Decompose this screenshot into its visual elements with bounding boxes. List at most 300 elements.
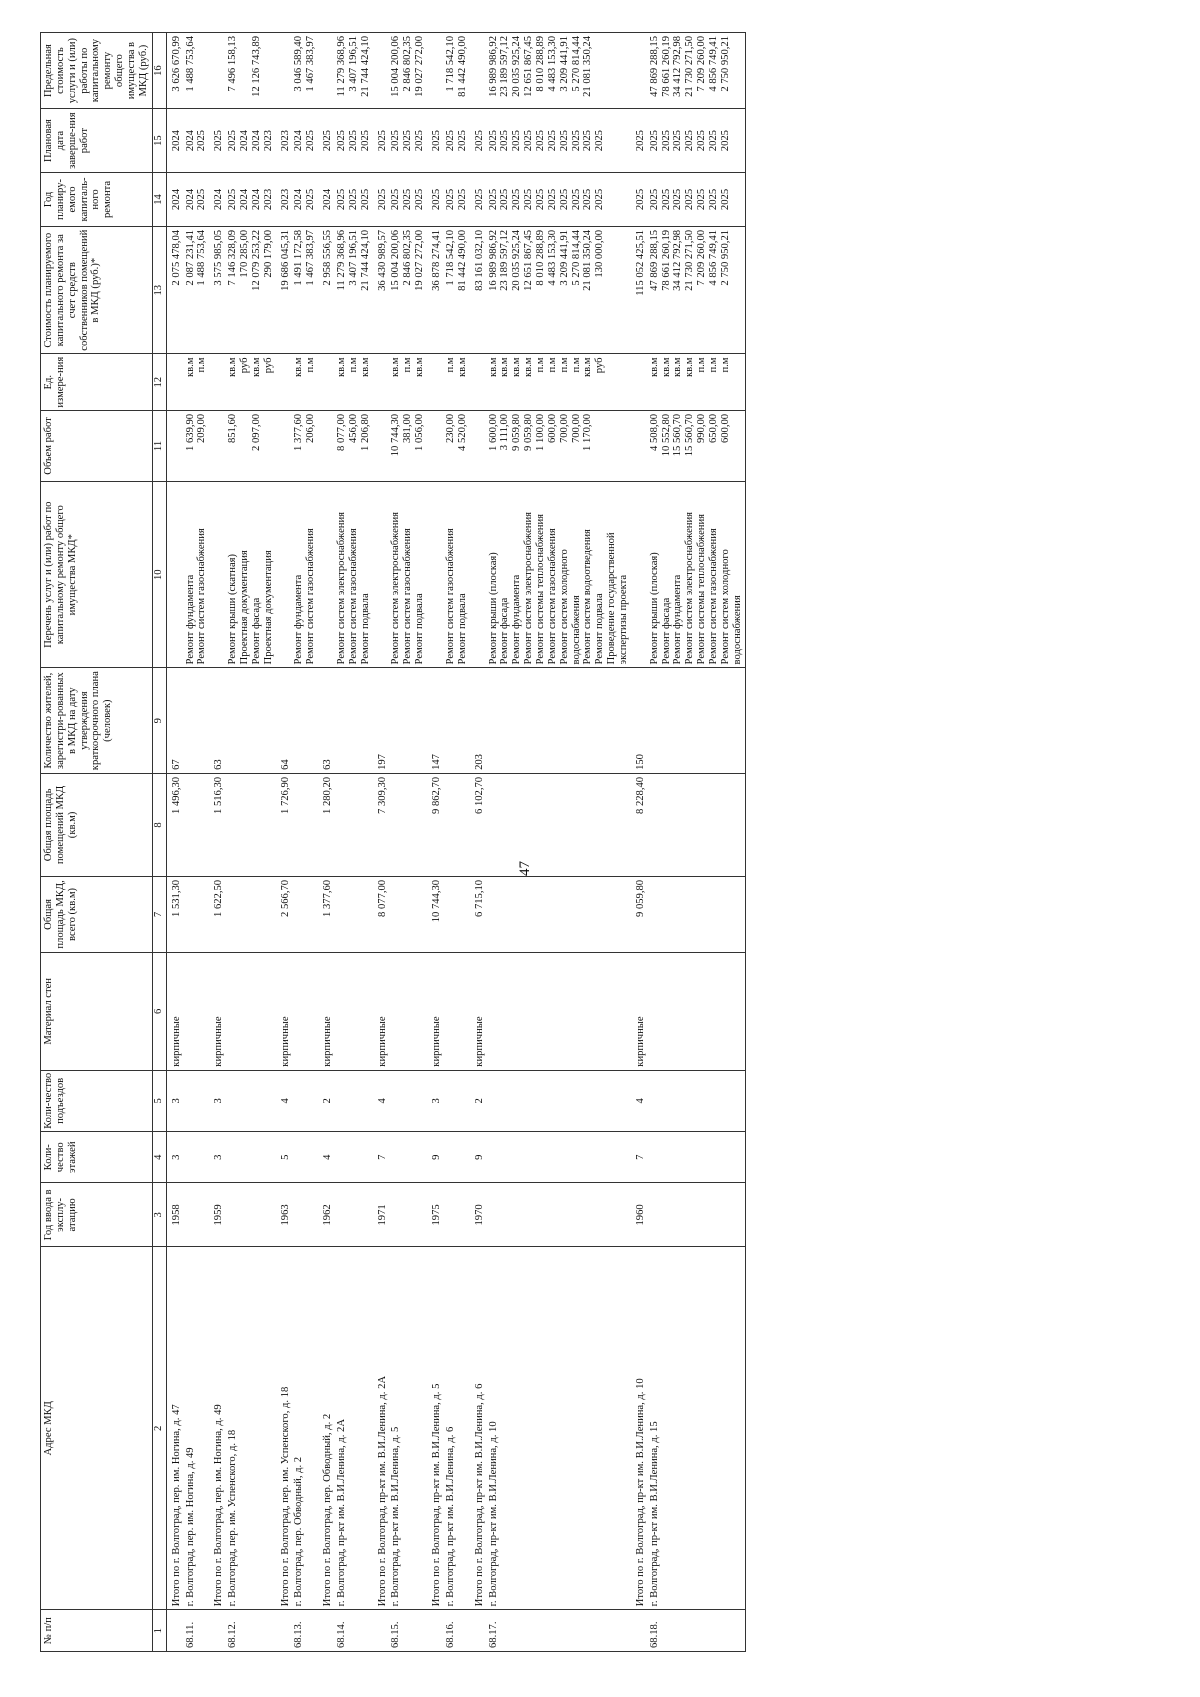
plan-year: 2024 <box>318 172 335 226</box>
end-date: 2023 <box>276 109 293 173</box>
max-cost-line: 1 718 542,10 <box>444 36 456 92</box>
work-volume-line: 4 508,00 <box>648 413 660 451</box>
end-date: 2025 <box>373 109 390 173</box>
repair-cost-line: 11 279 368,96 <box>336 229 348 291</box>
entry-row <box>184 33 210 1652</box>
max-cost <box>276 33 293 109</box>
entry-number: 68.18. <box>648 1610 745 1652</box>
column-header: Перечень услуг и (или) работ по капитальному ремонту общего имущества МКД* <box>41 482 153 668</box>
empty-cell <box>444 876 470 952</box>
work-volume-line: 700,00 <box>558 413 570 444</box>
empty-cell <box>184 773 210 876</box>
works-list-line: Ремонт крыши (плоская) <box>648 552 660 665</box>
column-number: 5 <box>152 1070 166 1131</box>
empty-cell <box>184 1183 210 1247</box>
empty-cell <box>335 1183 373 1247</box>
repair-cost-line: 7 209 260,00 <box>696 229 708 286</box>
unit-line: п.м <box>305 357 317 373</box>
end-date: 2025 <box>427 109 444 173</box>
end-date-line: 2025 <box>523 130 535 152</box>
entry-number: 68.17. <box>487 1610 631 1652</box>
rooms-area: 7 309,30 <box>373 773 390 876</box>
repair-cost-line: 290 179,00 <box>262 229 274 278</box>
unit-line: п.м <box>196 357 208 373</box>
repair-cost <box>389 226 427 354</box>
row-number <box>166 1610 183 1652</box>
column-header: Общая площадь помещений МКД (кв.м) <box>41 773 153 876</box>
works-list <box>209 482 226 668</box>
unit-line: п.м <box>546 357 558 373</box>
max-cost <box>373 33 390 109</box>
repair-cost-line: 78 661 260,19 <box>660 229 672 291</box>
unit <box>648 354 745 410</box>
row-number <box>427 1610 444 1652</box>
works-list-line: Ремонт подвала <box>456 593 468 665</box>
work-volume <box>487 410 631 481</box>
total-area: 9 059,80 <box>631 876 648 952</box>
empty-cell <box>648 952 745 1070</box>
column-number: 9 <box>152 668 166 773</box>
max-cost <box>335 33 373 109</box>
repair-cost: 19 686 045,31 <box>276 226 293 354</box>
plan-year: 2025 <box>373 172 390 226</box>
entry-number: 68.14. <box>335 1610 373 1652</box>
end-date-line: 2025 <box>305 130 317 152</box>
unit <box>226 354 275 410</box>
plan-year-line: 2025 <box>594 188 606 211</box>
works-list-line: Проведение государственной экспертизы проекта <box>606 532 629 665</box>
unit-line: кв.м <box>227 357 239 377</box>
repair-cost-line: 12 651 867,45 <box>523 229 535 291</box>
unit-line: п.м <box>347 357 359 373</box>
works-list <box>292 482 318 668</box>
empty-cell <box>292 1183 318 1247</box>
column-header: Год планиру-емого капиталь-ного ремонта <box>41 172 153 226</box>
work-volume-line: 230,00 <box>444 413 456 444</box>
work-volume <box>166 410 183 481</box>
empty-cell <box>648 668 745 773</box>
end-date-line: 2025 <box>336 130 348 152</box>
works-list-line: Ремонт систем газоснабжения <box>546 528 558 665</box>
repair-cost-line: 170 285,00 <box>239 229 251 278</box>
empty-cell <box>226 876 275 952</box>
works-list-line: Ремонт фасада <box>660 597 672 665</box>
work-volume-line: 2 097,00 <box>250 413 262 451</box>
empty-cell <box>226 952 275 1070</box>
repair-cost-line: 12 079 253,22 <box>250 229 262 291</box>
unit-line: кв.м <box>336 357 348 377</box>
works-list <box>444 482 470 668</box>
plan-year-line: 2025 <box>347 188 359 211</box>
repair-cost-line: 8 010 288,89 <box>534 229 546 286</box>
repair-cost-line: 4 483 153,30 <box>546 229 558 286</box>
end-date-line: 2025 <box>402 130 414 152</box>
residents-count: 150 <box>631 668 648 773</box>
works-list-line: Ремонт систем электроснабжения <box>390 512 402 665</box>
max-cost-line: 3 046 589,40 <box>293 36 305 92</box>
repair-cost-line: 16 989 986,92 <box>487 229 499 291</box>
end-date-line: 2025 <box>684 130 696 152</box>
floors-count: 5 <box>276 1132 293 1184</box>
commission-year: 1960 <box>631 1183 648 1247</box>
column-number: 4 <box>152 1132 166 1184</box>
entrances-count: 3 <box>166 1070 183 1131</box>
end-date-line: 2025 <box>227 130 239 152</box>
work-volume-line: 1 377,60 <box>293 413 305 451</box>
column-header: № п/п <box>41 1610 153 1652</box>
plan-year-line: 2025 <box>227 188 239 211</box>
repair-cost <box>444 226 470 354</box>
total-address: Итого по г. Волгоград, пер. им. Ногина, д. 49 <box>209 1247 226 1610</box>
plan-year-line: 2025 <box>390 188 402 211</box>
total-address: Итого по г. Волгоград, пр-кт им. В.И.Ленина, д. 6 <box>470 1247 487 1610</box>
plan-year: 2025 <box>470 172 487 226</box>
plan-year <box>184 172 210 226</box>
total-area: 1 531,30 <box>166 876 183 952</box>
entry-address: г. Волгоград, пр-кт им. В.И.Ленина, д. 10 <box>487 1247 631 1610</box>
work-volume <box>470 410 487 481</box>
work-volume-line: 600,00 <box>546 413 558 444</box>
plan-year-line: 2025 <box>534 188 546 211</box>
unit <box>318 354 335 410</box>
column-number: 15 <box>152 109 166 173</box>
repair-cost-line: 19 027 272,00 <box>414 229 426 291</box>
work-volume-line: 851,60 <box>227 413 239 444</box>
empty-cell <box>226 668 275 773</box>
repair-cost: 3 575 985,05 <box>209 226 226 354</box>
empty-cell <box>487 1183 631 1247</box>
work-volume-line: 381,00 <box>402 413 414 444</box>
plan-year-line: 2025 <box>499 188 511 211</box>
empty-cell <box>444 668 470 773</box>
end-date-line: 2025 <box>719 130 731 152</box>
wall-material: кирпичные <box>318 952 335 1070</box>
plan-year-line: 2025 <box>648 188 660 211</box>
max-cost <box>427 33 444 109</box>
max-cost <box>444 33 470 109</box>
works-list-line: Ремонт крыши (скатная) <box>227 553 239 665</box>
unit-line: кв.м <box>390 357 402 377</box>
entry-address: г. Волгоград, пр-кт им. В.И.Ленина, д. 2А <box>335 1247 373 1610</box>
column-header: Материал стен <box>41 952 153 1070</box>
empty-cell <box>335 1132 373 1184</box>
work-volume <box>631 410 648 481</box>
repair-cost: 2 958 556,55 <box>318 226 335 354</box>
end-date-line: 2025 <box>648 130 660 152</box>
works-list <box>648 482 745 668</box>
work-volume-line: 456,00 <box>347 413 359 444</box>
total-area: 8 077,00 <box>373 876 390 952</box>
works-list-line: Ремонт систем газоснабжения <box>707 528 719 665</box>
empty-cell <box>226 1132 275 1184</box>
entry-row <box>487 33 631 1652</box>
entry-address: г. Волгоград, пр-кт им. В.И.Ленина, д. 5 <box>389 1247 427 1610</box>
commission-year: 1963 <box>276 1183 293 1247</box>
empty-cell <box>487 876 631 952</box>
floors-count: 3 <box>209 1132 226 1184</box>
end-date-line: 2025 <box>511 130 523 152</box>
max-cost <box>209 33 226 109</box>
end-date-line: 2025 <box>558 130 570 152</box>
entry-address: г. Волгоград, пер. им. Ногина, д. 49 <box>184 1247 210 1610</box>
works-list <box>318 482 335 668</box>
empty-cell <box>226 1183 275 1247</box>
residents-count: 63 <box>209 668 226 773</box>
wall-material: кирпичные <box>427 952 444 1070</box>
empty-cell <box>648 773 745 876</box>
max-cost-line: 7 209 260,00 <box>696 36 708 92</box>
unit-line: руб <box>262 357 274 374</box>
repair-cost-line: 1 491 172,58 <box>293 229 305 286</box>
works-list-line: Ремонт систем газоснабжения <box>305 528 317 665</box>
empty-cell <box>648 1070 745 1131</box>
repair-cost-line: 2 750 950,21 <box>719 229 731 286</box>
entry-number: 68.11. <box>184 1610 210 1652</box>
repair-cost <box>648 226 745 354</box>
max-cost <box>292 33 318 109</box>
plan-year-line: 2024 <box>184 188 196 211</box>
max-cost-line: 3 209 441,91 <box>558 36 570 92</box>
commission-year: 1958 <box>166 1183 183 1247</box>
wall-material: кирпичные <box>631 952 648 1070</box>
work-volume-line: 1 100,00 <box>534 413 546 451</box>
empty-cell <box>184 876 210 952</box>
end-date <box>487 109 631 173</box>
work-volume-line: 700,00 <box>570 413 582 444</box>
works-list-line: Проектная документация <box>239 550 251 665</box>
row-number <box>470 1610 487 1652</box>
work-volume-line <box>239 414 251 478</box>
repair-cost-line: 1 467 383,97 <box>305 229 317 286</box>
works-list-line: Ремонт крыши (плоская) <box>487 552 499 665</box>
max-cost <box>389 33 427 109</box>
end-date <box>389 109 427 173</box>
entry-address: г. Волгоград, пер. Обводный, д. 2 <box>292 1247 318 1610</box>
row-number <box>209 1610 226 1652</box>
work-volume <box>648 410 745 481</box>
max-cost-line: 8 010 288,89 <box>534 36 546 92</box>
empty-cell <box>292 773 318 876</box>
row-number <box>373 1610 390 1652</box>
page-number: 47 <box>517 861 533 876</box>
work-volume-line: 4 520,00 <box>456 413 468 451</box>
floors-count: 9 <box>427 1132 444 1184</box>
end-date-line: 2025 <box>456 130 468 152</box>
unit-line: кв.м <box>293 357 305 377</box>
floors-count: 4 <box>318 1132 335 1184</box>
empty-cell <box>487 1132 631 1184</box>
entry-row <box>292 33 318 1652</box>
unit <box>335 354 373 410</box>
column-number: 8 <box>152 773 166 876</box>
commission-year: 1970 <box>470 1183 487 1247</box>
total-address: Итого по г. Волгоград, пр-кт им. В.И.Ленина, д. 10 <box>631 1247 648 1610</box>
total-area: 10 744,30 <box>427 876 444 952</box>
work-volume-line: 9 059,80 <box>511 413 523 451</box>
commission-year: 1962 <box>318 1183 335 1247</box>
max-cost-line: 78 661 260,19 <box>660 36 672 97</box>
max-cost <box>184 33 210 109</box>
work-volume-line: 206,00 <box>305 413 317 444</box>
rooms-area: 6 102,70 <box>470 773 487 876</box>
max-cost-line: 21 730 271,50 <box>684 36 696 97</box>
empty-cell <box>335 876 373 952</box>
entrances-count: 4 <box>631 1070 648 1131</box>
max-cost-line: 7 496 158,13 <box>227 36 239 92</box>
unit-line: кв.м <box>582 357 594 377</box>
plan-year-line: 2025 <box>196 188 208 211</box>
end-date-line: 2025 <box>707 130 719 152</box>
total-row <box>427 33 444 1652</box>
residents-count: 203 <box>470 668 487 773</box>
repair-cost-line: 21 081 350,24 <box>582 229 594 291</box>
wall-material: кирпичные <box>209 952 226 1070</box>
empty-cell <box>648 876 745 952</box>
empty-cell <box>389 1132 427 1184</box>
work-volume-line: 8 077,00 <box>336 413 348 451</box>
entry-row <box>226 33 275 1652</box>
empty-cell <box>389 1070 427 1131</box>
empty-cell <box>335 952 373 1070</box>
plan-year-line: 2025 <box>707 188 719 211</box>
empty-cell <box>292 952 318 1070</box>
plan-year: 2025 <box>631 172 648 226</box>
plan-year: 2025 <box>427 172 444 226</box>
end-date-line: 2024 <box>239 130 251 152</box>
repair-cost-line: 7 146 328,09 <box>227 229 239 286</box>
column-header: Коли-чество этажей <box>41 1132 153 1184</box>
end-date-line: 2025 <box>582 130 594 152</box>
works-list <box>631 482 648 668</box>
column-number: 14 <box>152 172 166 226</box>
work-volume-line: 1 170,00 <box>582 413 594 451</box>
entry-row <box>389 33 427 1652</box>
end-date-line: 2025 <box>594 130 606 152</box>
table-header <box>41 33 167 1652</box>
total-area: 6 715,10 <box>470 876 487 952</box>
repair-plan-table <box>40 32 746 1652</box>
work-volume-line: 1 600,00 <box>487 413 499 451</box>
max-cost: 3 626 670,99 <box>166 33 183 109</box>
plan-year-line: 2025 <box>511 188 523 211</box>
work-volume <box>389 410 427 481</box>
unit <box>487 354 631 410</box>
floors-count: 3 <box>166 1132 183 1184</box>
end-date <box>335 109 373 173</box>
max-cost-line: 47 869 288,15 <box>648 36 660 97</box>
max-cost-line: 21 744 424,10 <box>359 36 371 97</box>
empty-cell <box>292 876 318 952</box>
unit-line: кв.м <box>487 357 499 377</box>
unit-line: кв.м <box>414 357 426 377</box>
unit-line: руб <box>594 357 606 374</box>
unit-line: п.м <box>534 357 546 373</box>
column-number: 11 <box>152 410 166 481</box>
work-volume-line <box>263 414 275 478</box>
work-volume-line: 10 744,30 <box>390 413 402 457</box>
commission-year: 1971 <box>373 1183 390 1247</box>
work-volume-line: 209,00 <box>196 413 208 444</box>
column-number: 10 <box>152 482 166 668</box>
entry-number: 68.12. <box>226 1610 275 1652</box>
work-volume-line: 1 056,00 <box>414 413 426 451</box>
unit-line: руб <box>239 357 251 374</box>
plan-year <box>444 172 470 226</box>
repair-cost <box>184 226 210 354</box>
work-volume-line: 3 111,00 <box>499 413 511 451</box>
unit-line: кв.м <box>456 357 468 377</box>
repair-cost: 36 878 274,41 <box>427 226 444 354</box>
empty-cell <box>487 773 631 876</box>
header-row <box>41 33 153 1652</box>
residents-count: 67 <box>166 668 183 773</box>
empty-cell <box>292 1132 318 1184</box>
total-address: Итого по г. Волгоград, пер. Обводный, д. 2 <box>318 1247 335 1610</box>
end-date-line: 2024 <box>250 130 262 152</box>
work-volume-line <box>594 414 606 478</box>
plan-year-line: 2025 <box>336 188 348 211</box>
total-area: 2 566,70 <box>276 876 293 952</box>
end-date-line: 2025 <box>359 130 371 152</box>
max-cost-line: 23 189 597,12 <box>499 36 511 97</box>
works-list <box>335 482 373 668</box>
work-volume <box>444 410 470 481</box>
work-volume-line: 1 639,90 <box>184 413 196 451</box>
total-address: Итого по г. Волгоград, пер. им. Ногина, д. 47 <box>166 1247 183 1610</box>
total-row <box>470 33 487 1652</box>
rooms-area: 9 862,70 <box>427 773 444 876</box>
empty-cell <box>389 1183 427 1247</box>
work-volume <box>184 410 210 481</box>
wall-material: кирпичные <box>276 952 293 1070</box>
plan-year: 2023 <box>276 172 293 226</box>
unit <box>389 354 427 410</box>
works-list <box>184 482 210 668</box>
unit-line: кв.м <box>648 357 660 377</box>
total-address: Итого по г. Волгоград, пр-кт им. В.И.Ленина, д. 2А <box>373 1247 390 1610</box>
entrances-count: 2 <box>470 1070 487 1131</box>
unit <box>444 354 470 410</box>
max-cost <box>318 33 335 109</box>
work-volume <box>209 410 226 481</box>
empty-cell <box>389 773 427 876</box>
unit <box>427 354 444 410</box>
end-date <box>184 109 210 173</box>
empty-cell <box>444 952 470 1070</box>
empty-cell <box>389 876 427 952</box>
works-list-line: Ремонт систем холодного водоснабжения <box>558 549 582 665</box>
floors-count: 7 <box>631 1132 648 1184</box>
end-date <box>226 109 275 173</box>
residents-count: 197 <box>373 668 390 773</box>
works-list <box>276 482 293 668</box>
works-list-line: Ремонт систем электроснабжения <box>523 512 535 665</box>
repair-cost-line: 20 035 925,24 <box>511 229 523 291</box>
repair-cost-line: 1 488 753,64 <box>196 229 208 286</box>
unit-line: кв.м <box>499 357 511 377</box>
row-number <box>276 1610 293 1652</box>
end-date-line: 2025 <box>696 130 708 152</box>
entry-number: 68.15. <box>389 1610 427 1652</box>
column-header: Адрес МКД <box>41 1247 153 1610</box>
end-date <box>292 109 318 173</box>
table-body <box>166 33 745 1652</box>
empty-cell <box>335 668 373 773</box>
total-area: 1 377,60 <box>318 876 335 952</box>
works-list-line: Ремонт фасада <box>499 597 511 665</box>
max-cost-line: 21 081 350,24 <box>582 36 594 97</box>
plan-year <box>648 172 745 226</box>
